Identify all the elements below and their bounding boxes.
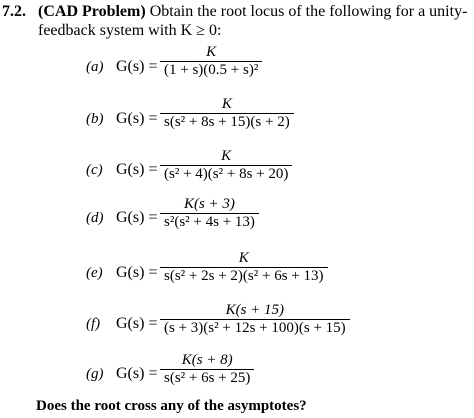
problem-text-line2: feedback system with K ≥ 0: (38, 22, 222, 39)
transfer-function-fraction (160, 302, 350, 337)
transfer-function-fraction (160, 96, 294, 131)
item-b (0, 96, 474, 140)
transfer-function-fraction (160, 148, 292, 183)
item-g (0, 354, 474, 398)
problem-number: 7.2. (2, 3, 26, 20)
footer-question: Does the root cross any of the asymptotes? (36, 398, 307, 414)
transfer-function-fraction (160, 352, 254, 387)
numerator: K (238, 250, 249, 266)
numerator: K (206, 44, 217, 60)
item-tag: (b) (86, 111, 104, 127)
numerator: K(s + 3) (183, 196, 235, 212)
item-tag: (a) (86, 59, 104, 75)
denominator: s²(s² + 4s + 13) (160, 213, 259, 231)
item-a (0, 44, 474, 88)
problem-text (38, 2, 468, 40)
problem-heading: (CAD Problem) (38, 3, 146, 20)
denominator: (s² + 4)(s² + 8s + 20) (160, 165, 292, 183)
denominator: s(s² + 6s + 25) (160, 369, 254, 387)
item-lhs: G(s) = (116, 110, 158, 127)
denominator: s(s² + 8s + 15)(s + 2) (160, 113, 294, 131)
item-tag: (d) (86, 210, 104, 226)
transfer-function-fraction (160, 196, 259, 231)
item-e (0, 252, 474, 296)
denominator: (s + 3)(s² + 12s + 100)(s + 15) (160, 319, 350, 337)
item-tag: (g) (86, 366, 104, 382)
item-tag: (c) (86, 162, 103, 178)
item-f (0, 304, 474, 348)
item-tag: (e) (86, 265, 103, 281)
numerator: K (221, 96, 232, 112)
item-lhs: G(s) = (116, 209, 158, 226)
item-lhs: G(s) = (116, 161, 158, 178)
item-lhs: G(s) = (116, 264, 158, 281)
transfer-function-fraction (160, 44, 262, 79)
numerator: K(s + 15) (225, 302, 285, 318)
item-lhs: G(s) = (116, 58, 158, 75)
numerator: K(s + 8) (181, 352, 233, 368)
transfer-function-fraction (160, 250, 328, 285)
item-lhs: G(s) = (116, 315, 158, 332)
item-d (0, 196, 474, 244)
numerator: K (221, 148, 232, 164)
denominator: s(s² + 2s + 2)(s² + 6s + 13) (160, 267, 328, 285)
item-c (0, 148, 474, 192)
item-tag: (f) (86, 316, 101, 332)
item-lhs: G(s) = (116, 365, 158, 382)
problem-text-line1: Obtain the root locus of the following for a unity- (145, 3, 468, 20)
denominator: (1 + s)(0.5 + s)² (160, 61, 262, 79)
